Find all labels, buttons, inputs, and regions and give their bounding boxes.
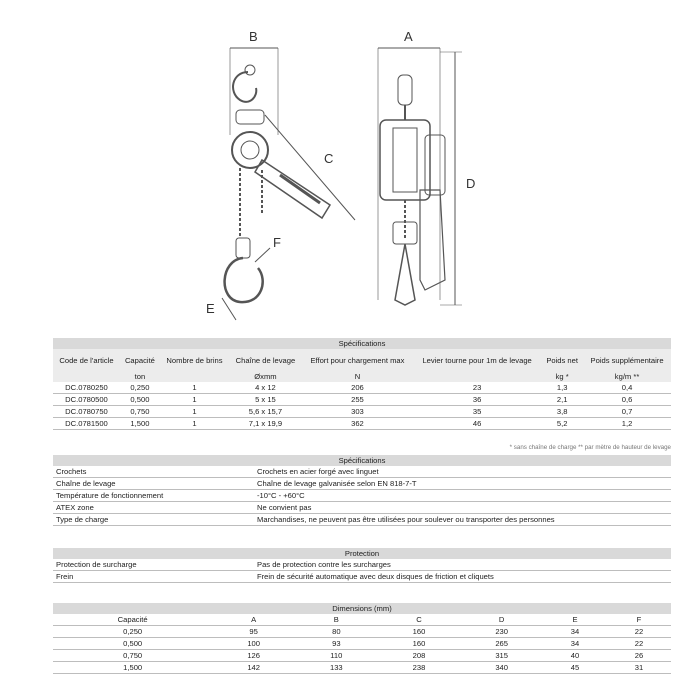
cell: 2,1	[541, 394, 583, 406]
col-header: B	[295, 614, 378, 626]
cell: 315	[460, 650, 543, 662]
cell: 5,2	[541, 418, 583, 430]
cell: Chaîne de levage galvanisée selon EN 818-7-T	[254, 478, 671, 490]
cell: 34	[543, 626, 607, 638]
cell: 45	[543, 662, 607, 674]
table-row	[53, 466, 671, 478]
cell: Crochets en acier forgé avec linguet	[254, 466, 671, 478]
cell: 22	[607, 626, 671, 638]
spec-title: Spécifications	[53, 338, 671, 349]
dims-title: Dimensions (mm)	[53, 603, 671, 614]
col-header: Code de l'article	[53, 349, 120, 371]
cell: 238	[378, 662, 461, 674]
cell: 40	[543, 650, 607, 662]
label-c: C	[324, 151, 334, 166]
cell: 126	[212, 650, 295, 662]
cell: 0,500	[53, 638, 212, 650]
protection-table	[53, 548, 671, 583]
cell: 0,6	[583, 394, 671, 406]
col-header: E	[543, 614, 607, 626]
col-header: C	[378, 614, 461, 626]
cell: 0,750	[120, 406, 160, 418]
table-row	[53, 502, 671, 514]
cell: 230	[460, 626, 543, 638]
cell: Frein	[53, 571, 254, 583]
col-header: Capacité	[120, 349, 160, 371]
cell: 1	[160, 382, 229, 394]
table-row	[53, 650, 671, 662]
cell: 0,7	[583, 406, 671, 418]
cell: 5 x 15	[229, 394, 302, 406]
cell: Protection de surcharge	[53, 559, 254, 571]
cell: 206	[302, 382, 413, 394]
table-row	[53, 514, 671, 526]
cell: 362	[302, 418, 413, 430]
cell: 1	[160, 418, 229, 430]
cell: Crochets	[53, 466, 254, 478]
table-row	[53, 626, 671, 638]
unit	[160, 371, 229, 382]
cell: 80	[295, 626, 378, 638]
cell: 265	[460, 638, 543, 650]
dimensions-table	[53, 603, 671, 674]
cell: 5,6 x 15,7	[229, 406, 302, 418]
cell: 23	[413, 382, 541, 394]
cell: 1,500	[120, 418, 160, 430]
table-row	[53, 559, 671, 571]
col-header: Effort pour chargement max	[302, 349, 413, 371]
cell: 303	[302, 406, 413, 418]
col-header: Capacité	[53, 614, 212, 626]
table-row	[53, 394, 671, 406]
cell: 31	[607, 662, 671, 674]
cell: 1,3	[541, 382, 583, 394]
unit: N	[302, 371, 413, 382]
cell: 46	[413, 418, 541, 430]
unit: kg/m **	[583, 371, 671, 382]
protection-title: Protection	[53, 548, 671, 559]
cell: 1	[160, 406, 229, 418]
spec2-title: Spécifications	[53, 455, 671, 466]
cell: DC.0780500	[53, 394, 120, 406]
table-row	[53, 406, 671, 418]
cell: 3,8	[541, 406, 583, 418]
cell: -10°C - +60°C	[254, 490, 671, 502]
cell: 0,250	[120, 382, 160, 394]
cell: Ne convient pas	[254, 502, 671, 514]
cell: 160	[378, 638, 461, 650]
label-e: E	[206, 301, 215, 316]
table-row	[53, 662, 671, 674]
cell: 142	[212, 662, 295, 674]
col-header: A	[212, 614, 295, 626]
unit	[53, 371, 120, 382]
cell: 26	[607, 650, 671, 662]
table-row	[53, 478, 671, 490]
cell: 36	[413, 394, 541, 406]
cell: 208	[378, 650, 461, 662]
table-row	[53, 418, 671, 430]
cell: Frein de sécurité automatique avec deux disques de friction et cliquets	[254, 571, 671, 583]
cell: 100	[212, 638, 295, 650]
unit	[413, 371, 541, 382]
cell: 1,2	[583, 418, 671, 430]
cell: 35	[413, 406, 541, 418]
cell: 34	[543, 638, 607, 650]
hoist-drawing	[0, 0, 700, 335]
table-row	[53, 382, 671, 394]
label-a: A	[404, 29, 413, 44]
cell: Température de fonctionnement	[53, 490, 254, 502]
cell: 4 x 12	[229, 382, 302, 394]
label-d: D	[466, 176, 476, 191]
cell: DC.0780250	[53, 382, 120, 394]
cell: 0,750	[53, 650, 212, 662]
col-header: Poids net	[541, 349, 583, 371]
table-row	[53, 490, 671, 502]
col-header: F	[607, 614, 671, 626]
cell: 1,500	[53, 662, 212, 674]
cell: 340	[460, 662, 543, 674]
cell: 93	[295, 638, 378, 650]
cell: 0,250	[53, 626, 212, 638]
cell: 160	[378, 626, 461, 638]
col-header: Nombre de brins	[160, 349, 229, 371]
spec-table	[53, 338, 671, 430]
col-header: Poids supplémentaire	[583, 349, 671, 371]
cell: 95	[212, 626, 295, 638]
cell: 7,1 x 19,9	[229, 418, 302, 430]
cell: ATEX zone	[53, 502, 254, 514]
spec2-table	[53, 455, 671, 526]
col-header: D	[460, 614, 543, 626]
label-f: F	[273, 235, 281, 250]
cell: 255	[302, 394, 413, 406]
label-b: B	[249, 29, 258, 44]
cell: 133	[295, 662, 378, 674]
cell: Pas de protection contre les surcharges	[254, 559, 671, 571]
unit: Øxmm	[229, 371, 302, 382]
cell: 22	[607, 638, 671, 650]
cell: 1	[160, 394, 229, 406]
cell: Marchandises, ne peuvent pas être utilisées pour soulever ou transporter des personnes	[254, 514, 671, 526]
spec-footnote: * sans chaîne de charge ** par mètre de hauteur de levage	[509, 444, 671, 451]
table-row	[53, 571, 671, 583]
cell: DC.0781500	[53, 418, 120, 430]
unit: kg *	[541, 371, 583, 382]
cell: 0,4	[583, 382, 671, 394]
col-header: Levier tourne pour 1m de levage	[413, 349, 541, 371]
cell: 0,500	[120, 394, 160, 406]
cell: Type de charge	[53, 514, 254, 526]
cell: 110	[295, 650, 378, 662]
cell: DC.0780750	[53, 406, 120, 418]
table-row	[53, 638, 671, 650]
col-header: Chaîne de levage	[229, 349, 302, 371]
unit: ton	[120, 371, 160, 382]
cell: Chaîne de levage	[53, 478, 254, 490]
